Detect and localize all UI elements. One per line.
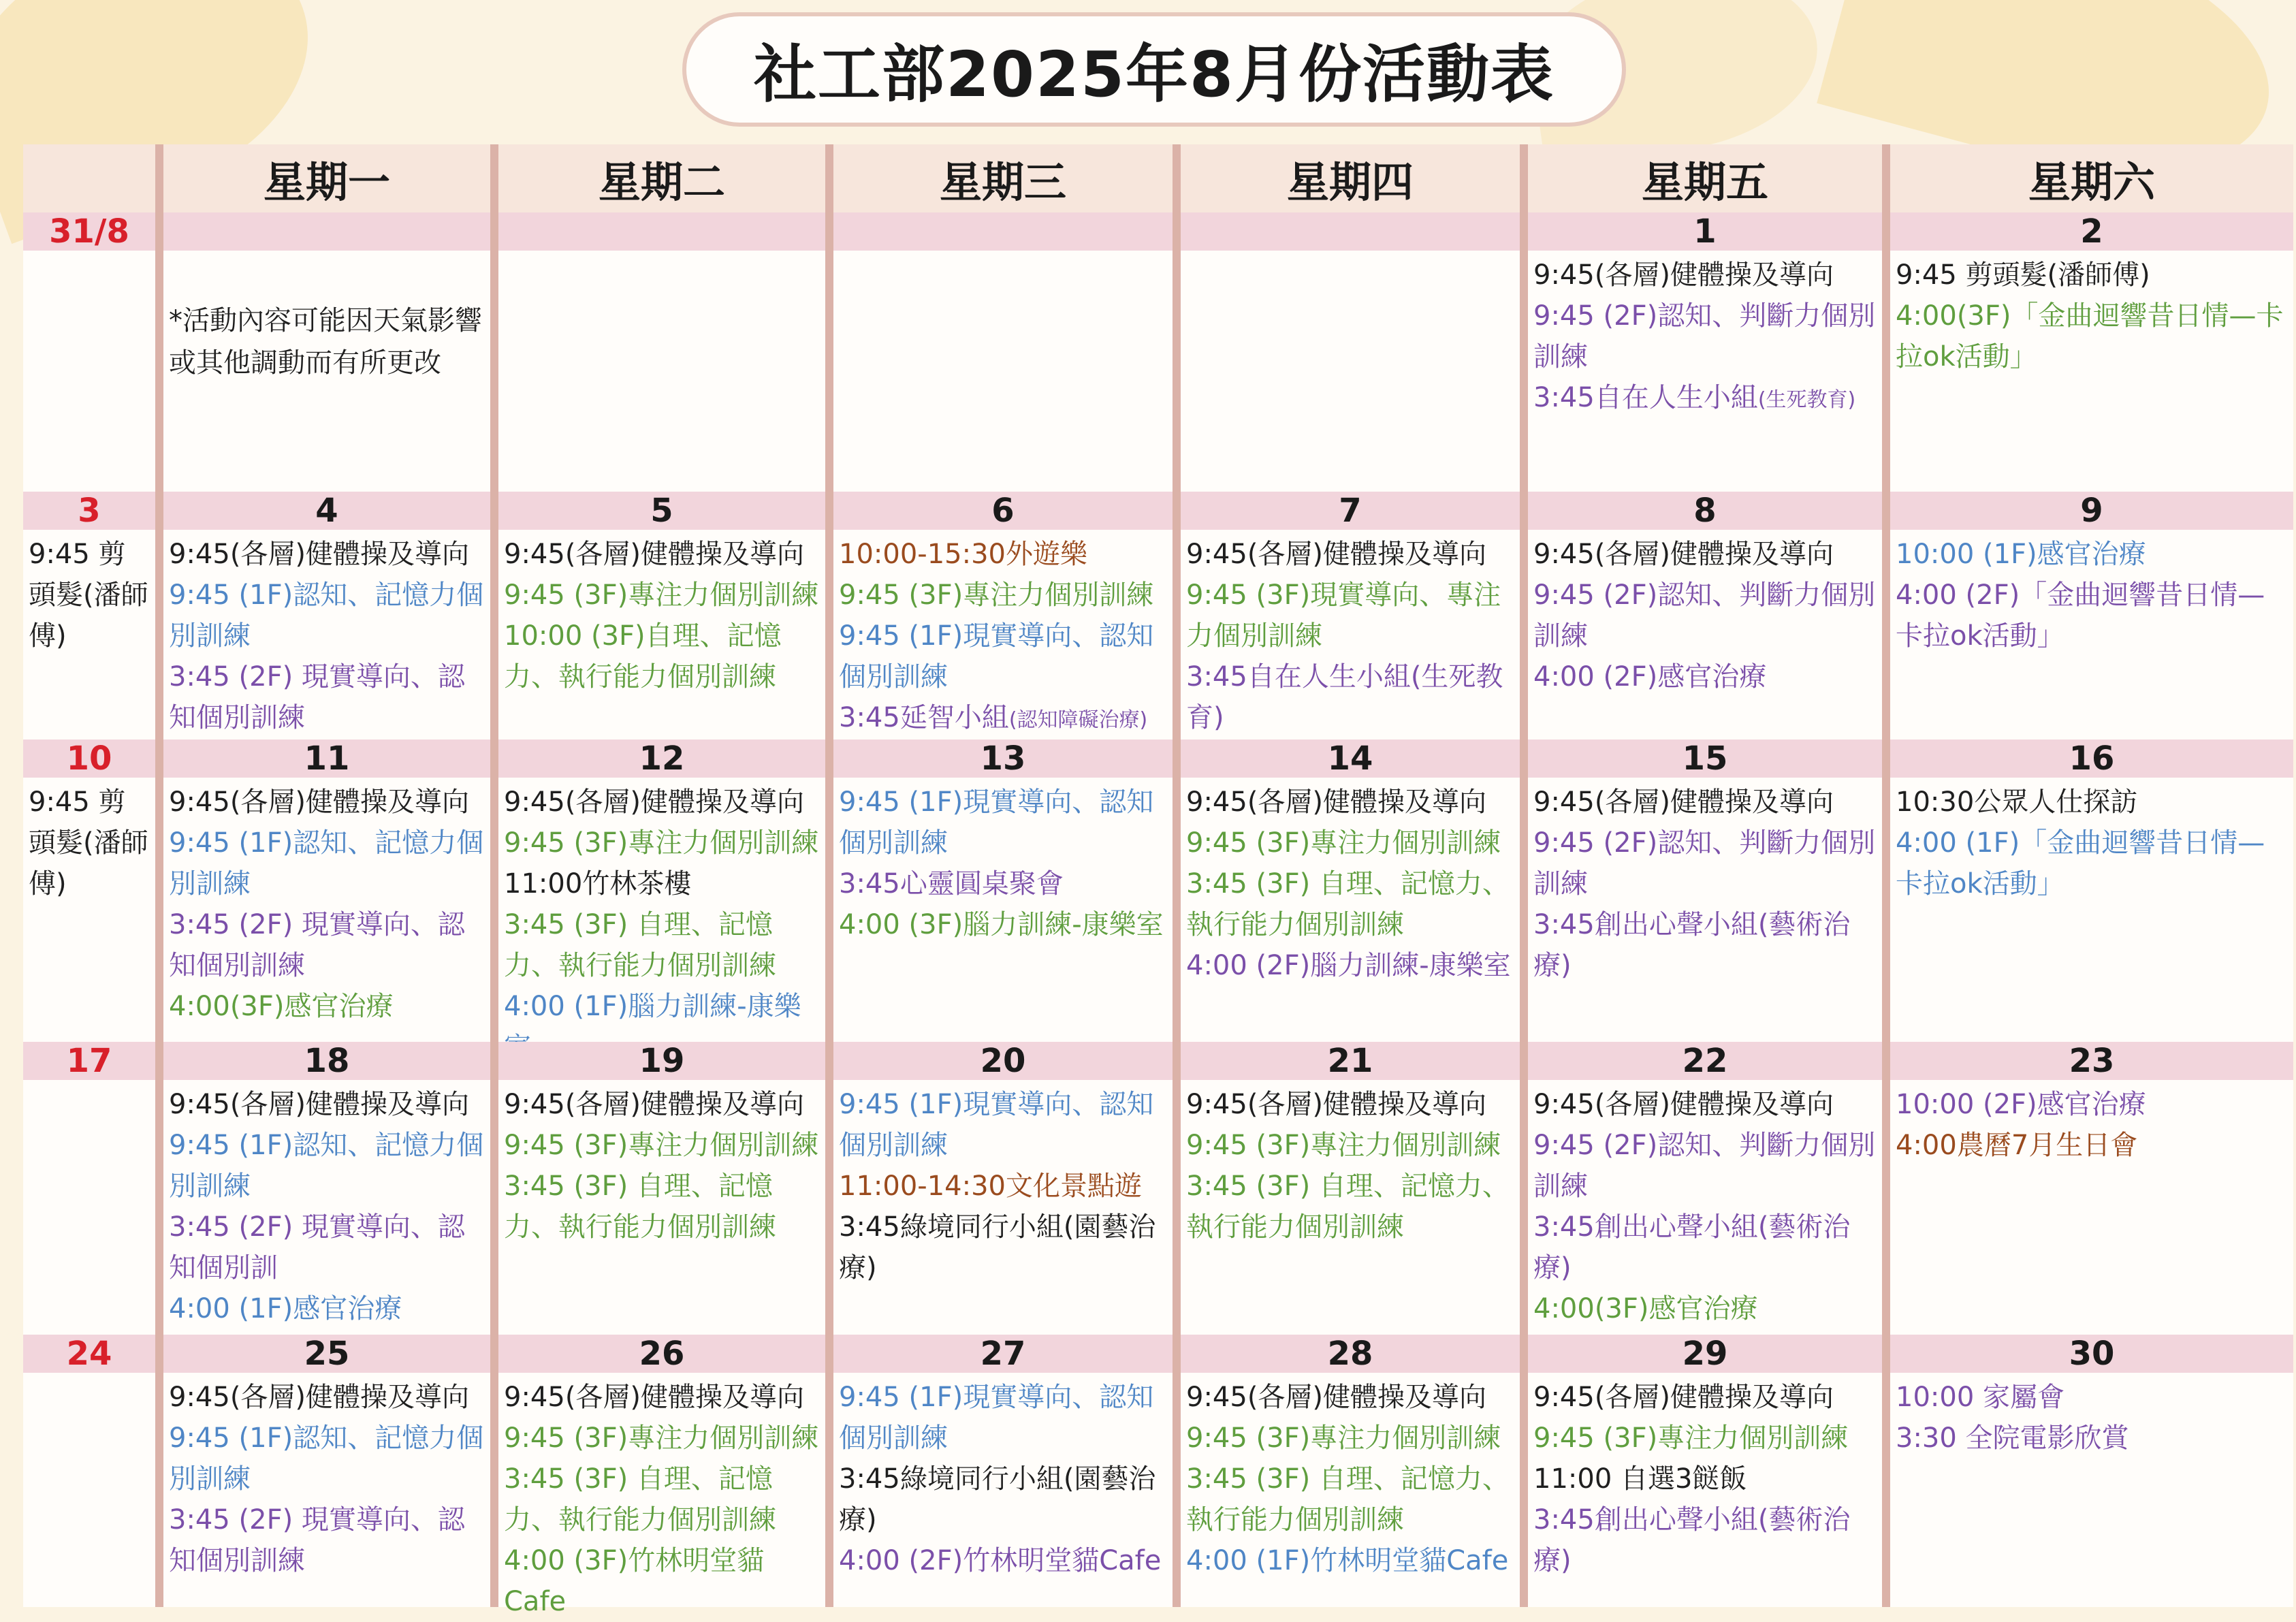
event-subtext: (認知障礙治療) — [1008, 708, 1148, 732]
event-text: 9:45 (1F)認知、記憶力個別訓練 — [169, 827, 484, 900]
event-text: 9:45 剪頭髮(潘師傅) — [1896, 259, 2150, 291]
event-item — [1533, 1084, 1878, 1125]
event-item — [1896, 1084, 2289, 1125]
event-item — [1533, 782, 1878, 823]
event-item — [504, 575, 821, 616]
event-text: 9:45(各層)健體操及導向 — [1186, 1382, 1487, 1413]
event-text: 9:45 (3F)專注力個別訓練 — [1186, 1422, 1501, 1454]
day-cell — [1882, 212, 2293, 492]
event-text: 4:00農曆7月生日會 — [1896, 1130, 2138, 1161]
event-item — [169, 823, 486, 904]
event-item — [504, 823, 821, 863]
event-text: 3:45綠境同行小組(園藝治療) — [839, 1463, 1156, 1536]
day-cell — [490, 492, 825, 740]
event-item — [504, 904, 821, 986]
event-text: 9:45 (1F)認知、記憶力個別訓練 — [169, 579, 484, 652]
event-text: 9:45(各層)健體操及導向 — [504, 539, 805, 570]
event-item — [169, 1207, 486, 1288]
date-number: 4 — [163, 492, 490, 530]
event-text: 4:00(3F)感官治療 — [169, 991, 394, 1022]
event-item — [839, 575, 1168, 616]
date-number: 15 — [1528, 740, 1882, 778]
event-item — [504, 1166, 821, 1247]
date-number: 19 — [498, 1042, 825, 1080]
event-text: 11:00竹林茶樓 — [504, 868, 692, 900]
event-item — [1896, 1125, 2289, 1166]
event-item — [504, 1418, 821, 1459]
day-cell — [490, 740, 825, 1042]
date-number: 13 — [833, 740, 1173, 778]
event-item — [169, 1499, 486, 1581]
event-text: 4:00 (2F)腦力訓練-康樂室 — [1186, 950, 1511, 981]
event-text: 4:00(3F)感官治療 — [1533, 1293, 1758, 1324]
event-list — [23, 1373, 155, 1377]
event-item — [839, 1207, 1168, 1288]
date-number: 30 — [1890, 1335, 2293, 1373]
event-list — [1181, 1373, 1520, 1581]
date-number: 1 — [1528, 212, 1882, 251]
event-item — [839, 534, 1168, 575]
event-text: 4:00 (1F)感官治療 — [169, 1293, 402, 1324]
event-item — [169, 534, 486, 575]
event-item — [1186, 1084, 1516, 1125]
event-text: 9:45(各層)健體操及導向 — [1533, 1382, 1834, 1413]
event-text: 9:45(各層)健體操及導向 — [1533, 786, 1834, 818]
event-item — [1533, 1125, 1878, 1207]
event-text: 9:45(各層)健體操及導向 — [504, 1089, 805, 1120]
day-cell — [1882, 1042, 2293, 1335]
event-text: 3:45 (2F) 現實導向、認知個別訓練 — [169, 1504, 465, 1576]
event-text: 3:45自在人生小組(生死教育) — [1186, 661, 1503, 733]
event-list — [498, 530, 825, 697]
day-cell — [155, 492, 490, 740]
event-list — [1528, 1373, 1882, 1581]
day-cell — [825, 1335, 1173, 1607]
event-text: 9:45(各層)健體操及導向 — [1186, 786, 1487, 818]
event-text: 4:00 (2F)感官治療 — [1533, 661, 1767, 693]
event-item — [169, 1288, 486, 1329]
event-text: 3:45創出心聲小組(藝術治療) — [1533, 1211, 1851, 1284]
event-text: 3:45 (3F) 自理、記憶力、執行能力個別訓練 — [504, 1463, 776, 1536]
sunday-cell — [23, 1042, 155, 1335]
event-text: 9:45 (1F)現實導向、認知個別訓練 — [839, 1089, 1154, 1161]
event-list — [163, 530, 490, 738]
event-list — [1528, 251, 1882, 421]
weekday-header-blank — [23, 144, 155, 212]
event-item — [1896, 296, 2289, 377]
event-item — [504, 1084, 821, 1125]
event-text: 9:45 (3F)專注力個別訓練 — [504, 827, 819, 859]
event-text: 9:45 (1F)認知、記憶力個別訓練 — [169, 1130, 484, 1202]
event-list — [498, 1080, 825, 1247]
day-cell — [490, 1042, 825, 1335]
event-item — [169, 986, 486, 1027]
event-item — [1186, 863, 1516, 945]
day-cell — [1882, 740, 2293, 1042]
event-text: 10:00 家屬會 — [1896, 1382, 2064, 1413]
event-item — [1533, 1418, 1878, 1459]
event-text: 9:45(各層)健體操及導向 — [169, 539, 470, 570]
event-text: 4:00 (1F)竹林明堂貓Cafe — [1186, 1545, 1509, 1576]
day-cell — [1520, 492, 1882, 740]
day-cell — [1520, 1042, 1882, 1335]
day-cell — [1520, 740, 1882, 1042]
event-item — [1186, 534, 1516, 575]
event-item — [504, 1459, 821, 1540]
event-item — [1896, 782, 2289, 823]
event-text: 9:45 (2F)認知、判斷力個別訓練 — [1533, 827, 1876, 900]
event-text: 3:45心靈圓桌聚會 — [839, 868, 1064, 900]
event-list — [833, 251, 1173, 255]
event-text: 9:45(各層)健體操及導向 — [1533, 259, 1834, 291]
event-list — [833, 778, 1173, 945]
day-cell — [1173, 1335, 1520, 1607]
event-text: 9:45 (3F)專注力個別訓練 — [1533, 1422, 1849, 1454]
event-list — [1890, 778, 2293, 904]
date-number: 10 — [23, 740, 155, 778]
date-number: 14 — [1181, 740, 1520, 778]
event-text: 9:45 (3F)專注力個別訓練 — [839, 579, 1154, 611]
event-text: 9:45(各層)健體操及導向 — [169, 1089, 470, 1120]
day-cell — [825, 740, 1173, 1042]
event-text: 9:45(各層)健體操及導向 — [504, 1382, 805, 1413]
day-cell — [1520, 1335, 1882, 1607]
event-item — [169, 575, 486, 656]
event-list — [1181, 778, 1520, 986]
date-number: 28 — [1181, 1335, 1520, 1373]
event-item — [1186, 1540, 1516, 1581]
date-number: 24 — [23, 1335, 155, 1373]
event-list — [833, 1080, 1173, 1288]
event-text: 9:45 (3F)現實導向、專注力個別訓練 — [1186, 579, 1501, 652]
event-text: 3:45 (3F) 自理、記憶力、執行能力個別訓練 — [504, 909, 776, 981]
date-number: 27 — [833, 1335, 1173, 1373]
event-list — [1181, 530, 1520, 738]
event-text: 11:00 自選3餸飯 — [1533, 1463, 1747, 1495]
event-item — [1533, 296, 1878, 377]
event-item — [504, 1125, 821, 1166]
weekday-header-mon: 星期一 — [155, 144, 490, 212]
event-item — [1896, 534, 2289, 575]
date-number: 2 — [1890, 212, 2293, 251]
event-list — [23, 251, 155, 255]
event-item — [1896, 1377, 2289, 1418]
event-item — [1186, 1377, 1516, 1418]
event-text: 3:45 (2F) 現實導向、認知個別訓 — [169, 1211, 465, 1284]
event-text: 9:45 (2F)認知、判斷力個別訓練 — [1533, 1130, 1876, 1202]
day-cell — [825, 1042, 1173, 1335]
sunday-cell — [23, 1335, 155, 1607]
event-list — [1890, 530, 2293, 656]
event-item — [504, 1540, 821, 1622]
event-text: 10:30公眾人仕探訪 — [1896, 786, 2138, 818]
event-item — [1533, 1207, 1878, 1288]
date-number: 3 — [23, 492, 155, 530]
event-item — [1533, 656, 1878, 697]
weekday-header-thu: 星期四 — [1173, 144, 1520, 212]
event-text: 3:45 (3F) 自理、記憶力、執行能力個別訓練 — [504, 1171, 776, 1243]
event-item — [1186, 575, 1516, 656]
event-item — [169, 904, 486, 986]
event-text: 9:45(各層)健體操及導向 — [1533, 539, 1834, 570]
event-list — [1181, 251, 1520, 255]
event-text: 9:45 剪頭髮(潘師傅) — [29, 539, 148, 652]
event-item — [1896, 575, 2289, 656]
weekday-header-sat: 星期六 — [1882, 144, 2293, 212]
date-number: 11 — [163, 740, 490, 778]
event-item — [29, 534, 151, 656]
day-cell — [1882, 492, 2293, 740]
event-text: 9:45 (3F)專注力個別訓練 — [504, 1422, 819, 1454]
event-list — [1890, 1080, 2293, 1166]
event-item — [169, 1084, 486, 1125]
event-item — [839, 782, 1168, 863]
event-item — [839, 1166, 1168, 1207]
event-text: 9:45 剪頭髮(潘師傅) — [29, 786, 148, 900]
event-text: 9:45 (3F)專注力個別訓練 — [504, 1130, 819, 1161]
event-item — [1533, 1288, 1878, 1329]
event-text: 3:45 (3F) 自理、記憶力、執行能力個別訓練 — [1186, 868, 1510, 940]
date-number: 7 — [1181, 492, 1520, 530]
date-number: 9 — [1890, 492, 2293, 530]
event-item — [1533, 377, 1878, 421]
schedule-note: *活動內容可能因天氣影響或其他調動而有所更改 — [169, 305, 482, 379]
date-number — [1181, 212, 1520, 251]
date-number — [163, 212, 490, 251]
day-cell — [155, 740, 490, 1042]
event-list — [1528, 1080, 1882, 1329]
date-number: 18 — [163, 1042, 490, 1080]
event-text: 4:00 (3F)腦力訓練-康樂室 — [839, 909, 1164, 940]
event-item — [1186, 1459, 1516, 1540]
event-text: 3:45 (3F) 自理、記憶力、執行能力個別訓練 — [1186, 1463, 1510, 1536]
event-text: 9:45 (1F)現實導向、認知個別訓練 — [839, 1382, 1154, 1454]
event-text: 9:45 (1F)現實導向、認知個別訓練 — [839, 786, 1154, 859]
date-number: 6 — [833, 492, 1173, 530]
event-item — [29, 782, 151, 904]
event-list — [163, 251, 490, 384]
date-number: 16 — [1890, 740, 2293, 778]
event-text: 9:45 (3F)專注力個別訓練 — [1186, 1130, 1501, 1161]
event-item — [1533, 534, 1878, 575]
event-item — [1186, 782, 1516, 823]
event-item — [1896, 823, 2289, 904]
event-list — [23, 1080, 155, 1084]
date-number — [498, 212, 825, 251]
event-text: 3:45 (3F) 自理、記憶力、執行能力個別訓練 — [1186, 1171, 1510, 1243]
event-item — [169, 782, 486, 823]
event-list — [498, 778, 825, 1068]
event-text: 3:45創出心聲小組(藝術治療) — [1533, 909, 1851, 981]
event-item — [1533, 1499, 1878, 1581]
event-text: 10:00-15:30外遊樂 — [839, 539, 1087, 570]
event-list — [498, 251, 825, 255]
event-list — [1890, 251, 2293, 377]
event-item — [504, 534, 821, 575]
date-number: 31/8 — [23, 212, 155, 251]
event-text: 9:45 (2F)認知、判斷力個別訓練 — [1533, 300, 1876, 372]
day-cell — [1173, 212, 1520, 492]
weekday-header-wed: 星期三 — [825, 144, 1173, 212]
event-item — [839, 1459, 1168, 1540]
event-text: 9:45 (3F)專注力個別訓練 — [1186, 827, 1501, 859]
page-title: 社工部2025年8月份活動表 — [753, 38, 1555, 111]
event-item — [169, 1377, 486, 1418]
date-number: 29 — [1528, 1335, 1882, 1373]
day-cell — [825, 492, 1173, 740]
weekday-header-fri: 星期五 — [1520, 144, 1882, 212]
event-item — [839, 1084, 1168, 1166]
event-list — [1181, 1080, 1520, 1247]
event-item — [1186, 823, 1516, 863]
date-number: 20 — [833, 1042, 1173, 1080]
event-item — [504, 863, 821, 904]
day-cell — [1520, 212, 1882, 492]
event-item — [504, 1377, 821, 1418]
day-cell — [1882, 1335, 2293, 1607]
event-item — [504, 616, 821, 697]
day-cell — [825, 212, 1173, 492]
event-text: 3:45自在人生小組 — [1533, 382, 1758, 413]
event-item — [839, 863, 1168, 904]
activity-calendar — [23, 144, 2293, 1617]
day-cell — [490, 212, 825, 492]
event-text: 9:45 (1F)現實導向、認知個別訓練 — [839, 620, 1154, 693]
event-text: 9:45(各層)健體操及導向 — [504, 786, 805, 818]
event-item — [169, 656, 486, 738]
event-text: 9:45 (2F)認知、判斷力個別訓練 — [1533, 579, 1876, 652]
event-item — [169, 1125, 486, 1207]
event-text: 9:45(各層)健體操及導向 — [1186, 539, 1487, 570]
event-text: 3:45 (2F) 現實導向、認知個別訓練 — [169, 661, 465, 733]
event-item — [1533, 575, 1878, 656]
day-cell — [155, 212, 490, 492]
day-cell — [1173, 492, 1520, 740]
event-text: 10:00 (3F)自理、記憶力、執行能力個別訓練 — [504, 620, 782, 693]
event-text: 9:45(各層)健體操及導向 — [1186, 1089, 1487, 1120]
event-text: 10:00 (2F)感官治療 — [1896, 1089, 2146, 1120]
event-item — [839, 1540, 1168, 1581]
event-item — [1186, 1125, 1516, 1166]
date-number: 8 — [1528, 492, 1882, 530]
event-list — [833, 1373, 1173, 1581]
event-text: 4:00 (3F)竹林明堂貓Cafe — [504, 1545, 765, 1617]
event-text: 4:00 (2F)「金曲迴響昔日情—卡拉ok活動」 — [1896, 579, 2265, 652]
date-number: 22 — [1528, 1042, 1882, 1080]
event-text: 3:45綠境同行小組(園藝治療) — [839, 1211, 1156, 1284]
event-text: 9:45 (3F)專注力個別訓練 — [504, 579, 819, 611]
event-list — [163, 1373, 490, 1581]
event-item — [1186, 1166, 1516, 1247]
event-list — [498, 1373, 825, 1622]
event-item — [1186, 945, 1516, 986]
event-item — [1533, 904, 1878, 986]
date-number: 21 — [1181, 1042, 1520, 1080]
date-number — [833, 212, 1173, 251]
event-list — [23, 778, 155, 904]
event-item — [1186, 656, 1516, 738]
event-item — [504, 782, 821, 823]
event-text: 3:45延智小組 — [839, 702, 1009, 733]
event-list — [1528, 530, 1882, 697]
sunday-cell — [23, 492, 155, 740]
sunday-cell — [23, 740, 155, 1042]
event-item — [1186, 1418, 1516, 1459]
event-text: 9:45(各層)健體操及導向 — [169, 786, 470, 818]
weekday-header-tue: 星期二 — [490, 144, 825, 212]
event-text: 9:45(各層)健體操及導向 — [169, 1382, 470, 1413]
event-item — [839, 1377, 1168, 1459]
event-text: 11:00-14:30文化景點遊 — [839, 1171, 1142, 1202]
date-number: 23 — [1890, 1042, 2293, 1080]
event-item — [1896, 1418, 2289, 1459]
event-text: 3:45 (2F) 現實導向、認知個別訓練 — [169, 909, 465, 981]
event-item — [1896, 255, 2289, 296]
day-cell — [1173, 1042, 1520, 1335]
event-text: 4:00 (2F)竹林明堂貓Cafe — [839, 1545, 1162, 1576]
event-item — [839, 904, 1168, 945]
event-subtext: (生死教育) — [1757, 388, 1856, 412]
event-text: 3:30 全院電影欣賞 — [1896, 1422, 2129, 1454]
event-item — [1533, 1459, 1878, 1499]
event-list — [1890, 1373, 2293, 1459]
event-text: 4:00 (1F)「金曲迴響昔日情—卡拉ok活動」 — [1896, 827, 2265, 900]
date-number: 5 — [498, 492, 825, 530]
day-cell — [155, 1335, 490, 1607]
event-item — [839, 697, 1168, 741]
event-list — [23, 530, 155, 656]
sunday-cell — [23, 212, 155, 492]
event-item — [1533, 1377, 1878, 1418]
event-list — [833, 530, 1173, 741]
date-number: 25 — [163, 1335, 490, 1373]
event-text: 4:00(3F)「金曲迴響昔日情—卡拉ok活動」 — [1896, 300, 2284, 372]
date-number: 26 — [498, 1335, 825, 1373]
day-cell — [1173, 740, 1520, 1042]
day-cell — [155, 1042, 490, 1335]
event-item — [839, 616, 1168, 697]
event-text: 4:00 (1F)腦力訓練-康樂 — [504, 991, 801, 1022]
event-list — [163, 1080, 490, 1329]
event-text: 9:45(各層)健體操及導向 — [1533, 1089, 1834, 1120]
event-text: 3:45創出心聲小組(藝術治療) — [1533, 1504, 1851, 1576]
title-banner — [682, 12, 1626, 127]
event-text: 9:45 (1F)認知、記憶力個別訓練 — [169, 1422, 484, 1495]
date-number: 12 — [498, 740, 825, 778]
event-list — [1528, 778, 1882, 986]
event-item — [1533, 823, 1878, 904]
date-number: 17 — [23, 1042, 155, 1080]
event-text: 10:00 (1F)感官治療 — [1896, 539, 2146, 570]
event-item — [169, 1418, 486, 1499]
day-cell — [490, 1335, 825, 1617]
event-item — [1533, 255, 1878, 296]
event-list — [163, 778, 490, 1027]
